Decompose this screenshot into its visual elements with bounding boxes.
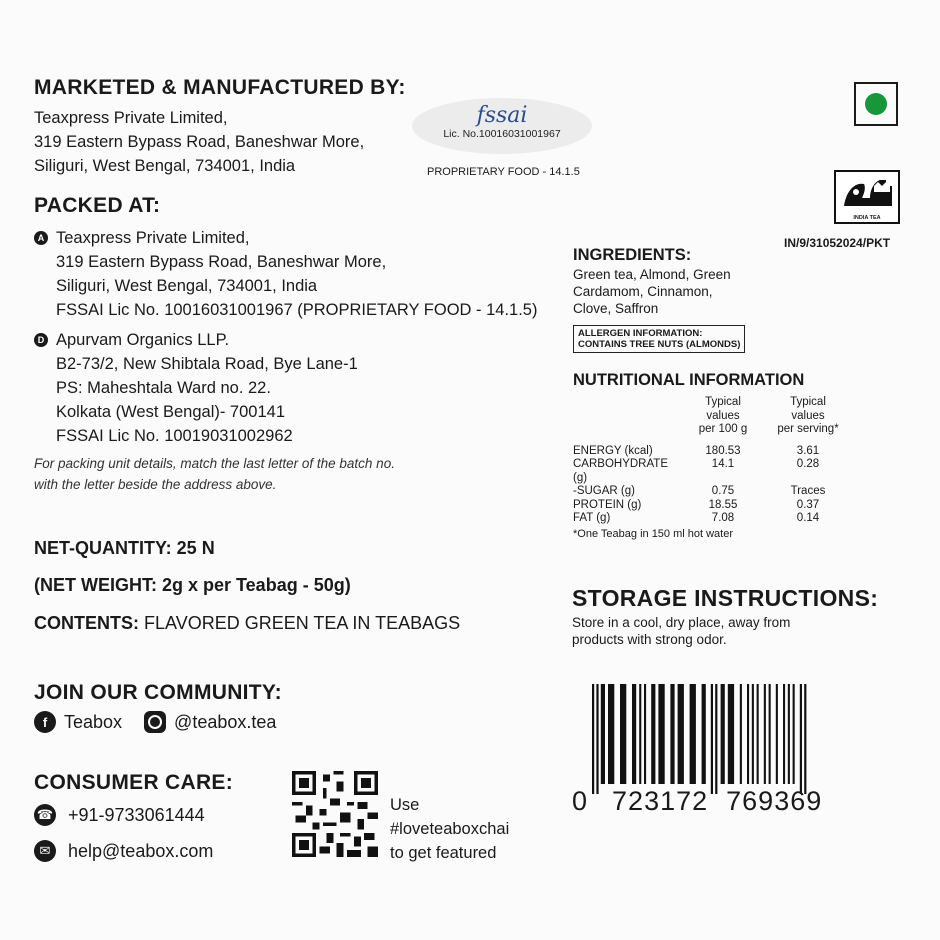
barcode-bar [764, 684, 766, 784]
packed-address-d [34, 328, 358, 448]
facebook-icon[interactable]: f [34, 711, 56, 733]
qr-caption-line: Use [390, 796, 420, 814]
address-line: FSSAI Lic No. 10019031002962 [56, 427, 293, 445]
qr-caption-line: to get featured [390, 844, 497, 862]
qr-caption [390, 793, 509, 865]
net-quantity-label: NET-QUANTITY: [34, 538, 172, 558]
barcode-bar [783, 684, 785, 784]
barcode-digits [572, 786, 862, 817]
barcode-bar [678, 684, 684, 784]
table-row [573, 445, 863, 459]
ingredients-line: Cardamom, Cinnamon, [573, 284, 713, 299]
phone-icon: ☎ [34, 804, 56, 826]
table-row [573, 512, 863, 526]
storage-heading: STORAGE INSTRUCTIONS: [572, 585, 879, 611]
address-line: 319 Eastern Bypass Road, Baneshwar More, [56, 253, 387, 271]
ingredients-line: Green tea, Almond, Green [573, 267, 731, 282]
email-address[interactable]: help@teabox.com [68, 840, 214, 861]
barcode-bar [793, 684, 795, 784]
net-quantity-value: 25 N [176, 538, 215, 558]
nutrient-label: ENERGY (kcal) [573, 444, 653, 457]
veg-dot [865, 93, 887, 115]
ingredients-list [573, 266, 731, 317]
instagram-handle[interactable]: @teabox.tea [174, 711, 277, 732]
address-line: PS: Maheshtala Ward no. 22. [56, 379, 271, 397]
storage-text [572, 614, 790, 648]
barcode-bar [711, 684, 713, 794]
fssai-logo-text: fssai [476, 103, 528, 128]
col-header: Typical [705, 396, 741, 408]
storage-line: products with strong odor. [572, 632, 727, 647]
qr-code[interactable] [292, 771, 378, 857]
address-line: Siliguri, West Bengal, 734001, India [56, 277, 318, 295]
barcode-bar [804, 684, 806, 794]
barcode-bar [658, 684, 664, 784]
barcode-bar [596, 684, 598, 794]
care-heading: CONSUMER CARE: [34, 771, 234, 794]
address-line: Kolkata (West Bengal)- 700141 [56, 403, 285, 421]
barcode-bar [670, 684, 674, 784]
nutrient-value: 180.53 [705, 444, 741, 457]
allergen-box [573, 325, 745, 353]
packed-heading: PACKED AT: [34, 194, 161, 217]
address-line: 319 Eastern Bypass Road, Baneshwar More, [34, 133, 365, 151]
marketed-heading: MARKETED & MANUFACTURED BY: [34, 76, 406, 99]
unit-d-badge: D [34, 333, 48, 347]
storage-line: Store in a cool, dry place, away from [572, 615, 791, 630]
nutrition-header [573, 396, 863, 437]
barcode-bar [639, 684, 641, 784]
barcode-bar [800, 684, 802, 794]
social-links [34, 711, 276, 733]
nutrient-value: 0.14 [796, 512, 820, 524]
barcode-bar [740, 684, 742, 784]
allergen-line: CONTAINS TREE NUTS (ALMONDS) [578, 339, 741, 350]
col-header: per 100 g [698, 423, 748, 435]
barcode-bar [721, 684, 725, 784]
nutrient-value: 0.75 [711, 485, 735, 497]
col-header: per serving* [777, 423, 839, 435]
nutrient-value: 3.61 [796, 444, 820, 457]
batch-code: IN/9/31052024/PKT [784, 236, 891, 250]
india-tea-logo [834, 170, 900, 224]
nutrient-value: 18.55 [708, 498, 738, 511]
nutrient-value: 0.37 [796, 498, 820, 511]
nutrient-label: FAT (g) [573, 512, 611, 524]
address-line: Apurvam Organics LLP. [56, 331, 230, 349]
nutrient-label: CARBOHYDRATE (g) [573, 458, 668, 484]
contents-value: FLAVORED GREEN TEA IN TEABAGS [144, 613, 461, 633]
address-line: Teaxpress Private Limited, [56, 229, 250, 247]
net-weight: (NET WEIGHT: 2g x per Teabag - 50g) [34, 575, 351, 595]
address-line: Teaxpress Private Limited, [34, 109, 228, 127]
care-email [34, 840, 213, 862]
col-header: Typical [790, 396, 826, 408]
india-tea-emblem-icon [836, 172, 898, 214]
ingredients-heading: INGREDIENTS: [573, 246, 692, 264]
barcode-bar [757, 684, 759, 784]
barcode-bar [776, 684, 778, 784]
veg-symbol-icon [854, 82, 898, 126]
ingredients-line: Clove, Saffron [573, 301, 659, 316]
barcode-right-digits: 769369 [726, 786, 823, 816]
qr-caption-line: #loveteaboxchai [390, 820, 510, 838]
nutrient-label: -SUGAR (g) [573, 485, 635, 497]
barcode-bar [702, 684, 706, 784]
barcode [590, 684, 860, 794]
barcode-bar [644, 684, 646, 784]
fssai-category: PROPRIETARY FOOD - 14.1.5 [427, 166, 580, 178]
address-line: Siliguri, West Bengal, 734001, India [34, 157, 296, 175]
barcode-bar [769, 684, 771, 784]
table-row [573, 458, 863, 485]
barcode-bar [747, 684, 749, 784]
fssai-license: Lic. No.10016031001967 [443, 128, 561, 140]
col-header: values [791, 409, 825, 422]
contents [34, 613, 460, 634]
contents-label: CONTENTS: [34, 613, 139, 633]
table-row [573, 499, 863, 513]
address-line: FSSAI Lic No. 10016031001967 (PROPRIETARY FOOD - 14.1.5) [56, 301, 538, 319]
nutrition-heading: NUTRITIONAL INFORMATION [573, 371, 805, 389]
nutrient-value: 0.28 [796, 458, 820, 470]
barcode-bar [752, 684, 754, 784]
fssai-logo [412, 98, 592, 154]
packing-note [34, 453, 395, 495]
nutrition-table [573, 396, 863, 526]
care-phone [34, 804, 205, 826]
nutrient-label: PROTEIN (g) [573, 498, 642, 511]
barcode-lead-digit: 0 [572, 786, 589, 816]
note-line: with the letter beside the address above. [34, 477, 277, 492]
barcode-bar [620, 684, 626, 784]
nutrition-footnote: *One Teabag in 150 ml hot water [573, 528, 734, 540]
nutrient-value: Traces [790, 485, 826, 497]
allergen-line: ALLERGEN INFORMATION: [578, 328, 703, 339]
nutrient-value: 7.08 [711, 512, 735, 524]
note-line: For packing unit details, match the last letter of the batch no. [34, 456, 395, 471]
barcode-bar [728, 684, 734, 784]
instagram-icon[interactable] [144, 711, 166, 733]
barcode-bar [592, 684, 594, 794]
barcode-left-digits: 723172 [612, 786, 709, 816]
packed-address-a [34, 226, 537, 322]
nutrient-value: 14.1 [711, 458, 735, 470]
mail-icon: ✉ [34, 840, 56, 862]
barcode-bar [651, 684, 655, 784]
phone-number[interactable]: +91-9733061444 [68, 804, 205, 825]
net-quantity [34, 538, 215, 559]
table-row [573, 485, 863, 499]
address-line: B2-73/2, New Shibtala Road, Bye Lane-1 [56, 355, 358, 373]
barcode-bar [632, 684, 636, 784]
community-heading: JOIN OUR COMMUNITY: [34, 681, 282, 704]
col-header: values [706, 409, 740, 422]
barcode-bar [601, 684, 605, 784]
barcode-bar [690, 684, 696, 784]
facebook-handle[interactable]: Teabox [64, 711, 123, 732]
barcode-bar [788, 684, 790, 784]
barcode-bar [608, 684, 614, 784]
unit-a-badge: A [34, 231, 48, 245]
marketed-address [34, 106, 364, 178]
india-tea-label: INDIA TEA [853, 215, 881, 221]
barcode-bar [715, 684, 717, 794]
